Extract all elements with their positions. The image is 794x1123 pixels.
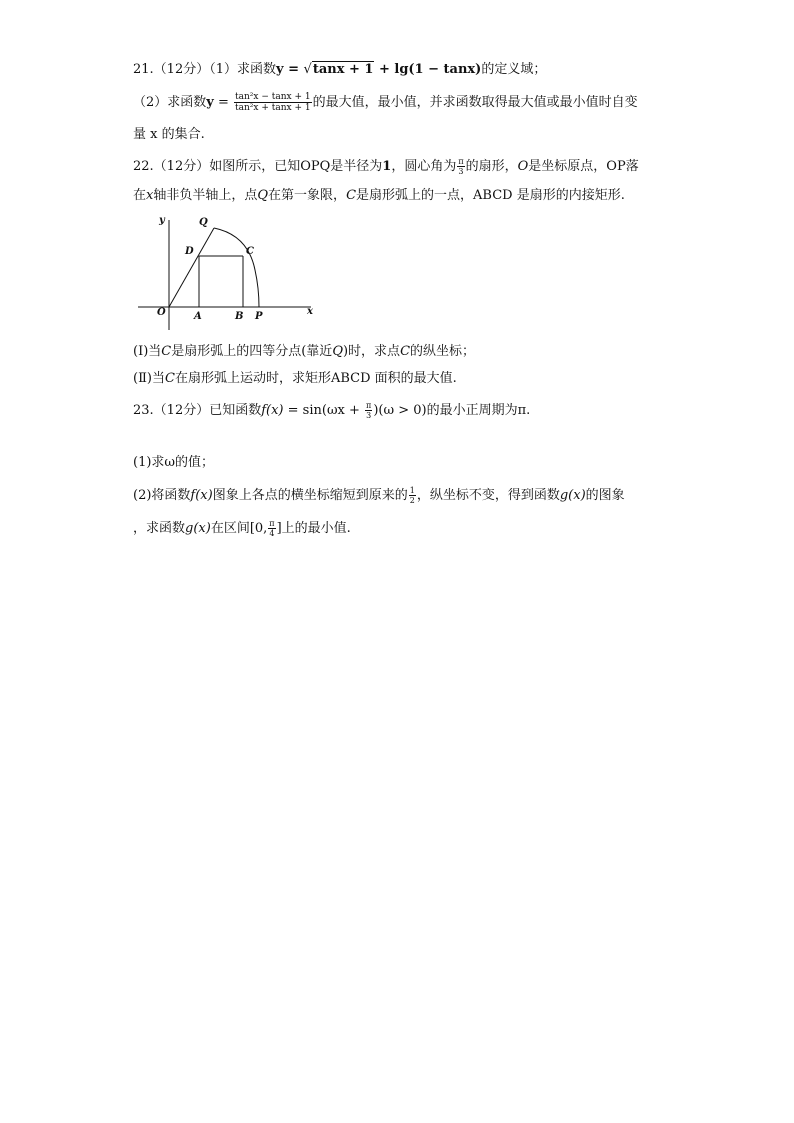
q23-part-3: [133, 519, 351, 538]
fig-label-C: C: [246, 246, 254, 257]
q21-sqrt-body: tanx + 1: [312, 62, 374, 77]
q22-part1-var-C: C: [161, 344, 172, 359]
q22-var-C: C: [346, 188, 357, 203]
q21-equals-2: =: [213, 95, 234, 110]
q22-part1-a: (Ⅰ)当: [133, 344, 162, 359]
q21-frac-den: tan²x + tanx + 1: [235, 103, 311, 113]
q22-prompt-1-tail: 是坐标原点，OP落: [528, 159, 639, 174]
q22-angle-num: π: [458, 157, 464, 166]
fig-label-O: O: [157, 307, 166, 318]
sqrt-sign: √: [303, 62, 312, 77]
q23-sin: = sin(ωx +: [283, 403, 365, 418]
q23-half-num: 1: [409, 486, 415, 495]
q23-close: )(ω > 0): [373, 403, 427, 418]
q22-prompt-1-mid: ，圆心角为: [391, 159, 457, 174]
q23-interval-fraction: [268, 519, 275, 538]
sector-figure: [133, 210, 323, 335]
q21-prompt-2: （2）求函数: [133, 95, 207, 110]
q21-line-1: [133, 61, 546, 79]
q22-line-2: [133, 187, 625, 205]
q22-part1-var-C2: C: [400, 344, 411, 359]
q23-part1: (1)求ω的值；: [133, 455, 215, 470]
q23-part2-b: 图象上各点的横坐标缩短到原来的: [212, 488, 408, 503]
q23-part3-a: ，求函数: [133, 521, 186, 536]
q22-prompt-1-mid2: 的扇形，: [465, 159, 518, 174]
q23-part2-c: ，纵坐标不变，得到函数: [416, 488, 560, 503]
q23-part2-d: 的图象: [585, 488, 625, 503]
q21-var-y-2: y: [206, 95, 214, 110]
q22-prompt-2c: 在第一象限，: [268, 188, 347, 203]
q21-line-3: [133, 126, 205, 144]
q21-lg-term: + lg(1 − tanx): [374, 62, 482, 77]
fig-label-A: A: [194, 311, 202, 322]
q23-part3-c: ]上的最小值.: [276, 521, 351, 536]
q21-equals: =: [283, 62, 304, 77]
q23-angle-num: π: [366, 401, 372, 410]
q23-part3-gx: g(x): [185, 521, 211, 536]
q22-prompt-1: 22.（12分）如图所示，已知OPQ是半径为: [133, 159, 383, 174]
q22-prompt-2b: 轴非负半轴上，点: [153, 188, 258, 203]
q23-int-den: 4: [269, 529, 275, 538]
q22-part1-c: )时，求点: [342, 344, 401, 359]
q22-var-x: x: [146, 188, 154, 203]
q22-prompt-2a: 在: [133, 188, 147, 203]
q23-line-1: [133, 401, 530, 420]
q22-var-Q: Q: [257, 188, 269, 203]
q21-prompt-1-tail: 的定义域；: [481, 62, 547, 77]
q21-prompt-2-tail: 的最大值，最小值，并求函数取得最大值或最小值时自变: [312, 95, 638, 110]
q23-part-2: [133, 486, 625, 505]
q23-half-fraction: [409, 486, 416, 505]
fig-label-y: y: [159, 215, 165, 226]
q21-prompt-1: 21.（12分）（1）求函数: [133, 62, 276, 77]
q22-part2-a: (Ⅱ)当: [133, 371, 165, 386]
q22-radius: 1: [382, 159, 392, 174]
q23-half-den: 2: [409, 496, 415, 505]
q22-part1-b: 是扇形弧上的四等分点(靠近: [171, 344, 333, 359]
fig-label-Q: Q: [199, 217, 208, 228]
fig-label-P: P: [255, 311, 263, 322]
q22-part2-b: 在扇形弧上运动时，求矩形ABCD 面积的最大值.: [174, 371, 457, 386]
fig-label-x: x: [307, 306, 313, 317]
q23-part2-gx: g(x): [559, 488, 586, 503]
q22-angle-fraction: [457, 157, 464, 176]
q22-part-1: [133, 343, 475, 361]
q23-part2-fx: f(x): [190, 488, 213, 503]
q22-part1-var-Q: Q: [332, 344, 343, 359]
q23-part-1: [133, 454, 214, 472]
fig-label-B: B: [235, 311, 244, 322]
q21-fraction: [234, 92, 312, 113]
q23-part2-a: (2)将函数: [133, 488, 191, 503]
q21-frac-num: tan²x − tanx + 1: [235, 92, 311, 102]
q23-int-num: π: [269, 519, 275, 528]
q21-line-2: [133, 92, 638, 113]
q22-part2-var-C: C: [164, 371, 175, 386]
q22-var-O: O: [517, 159, 529, 174]
q23-fx: f(x): [261, 403, 284, 418]
q22-prompt-2d: 是扇形弧上的一点，ABCD 是扇形的内接矩形.: [356, 188, 625, 203]
q23-angle-den: 3: [366, 411, 372, 420]
q22-line-1: [133, 157, 639, 176]
q21-var-y: y: [276, 62, 284, 77]
q23-prompt-1: 23.（12分）已知函数: [133, 403, 262, 418]
q23-angle-fraction: [365, 401, 372, 420]
q22-part1-d: 的纵坐标；: [410, 344, 476, 359]
q22-part-2: [133, 370, 457, 388]
q22-angle-den: 3: [458, 167, 464, 176]
q23-prompt-1-tail: 的最小正周期为π.: [426, 403, 531, 418]
fig-label-D: D: [185, 246, 194, 257]
q23-part3-b: 在区间[0,: [210, 521, 268, 536]
q21-prompt-3: 量 x 的集合.: [133, 127, 205, 142]
